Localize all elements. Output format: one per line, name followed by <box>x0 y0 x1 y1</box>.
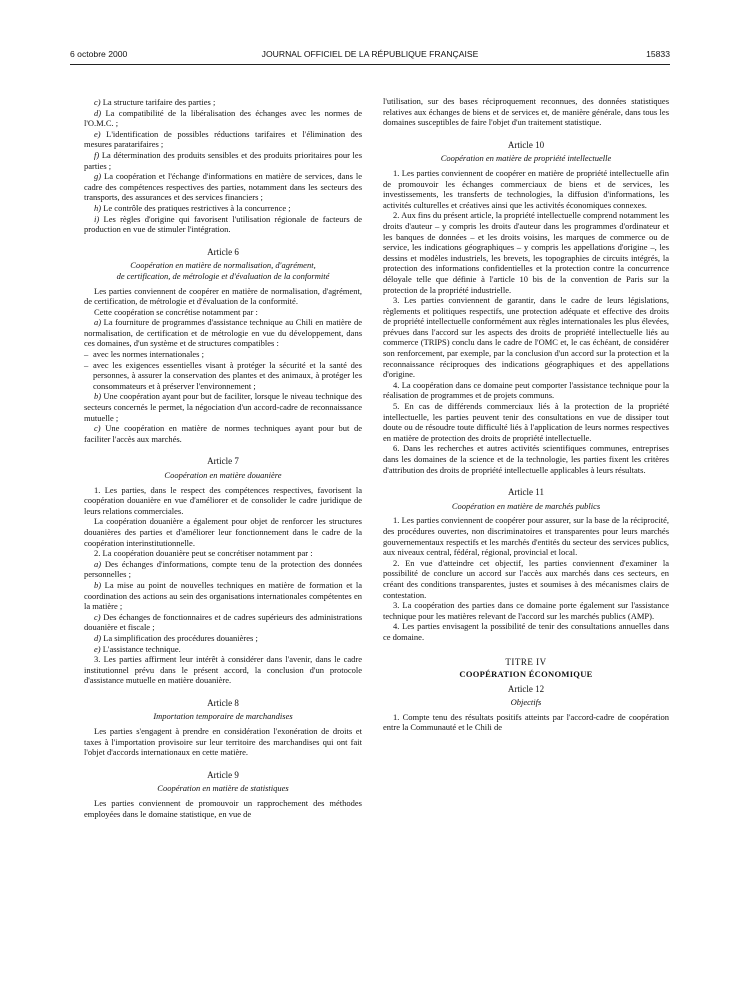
article-10-paragraph: 5. En cas de différends commerciaux liés à la protection de la propriété intellectuelle, les parties peuvent tenir des consultations en vue de dissiper tout doute ou de résoudre toute difficulté liés à l'application de leurs normes respectives en matière de protection des droits de propriété intellectuelle. <box>383 401 669 443</box>
list-item-e: e) L'identification de possibles réductions tarifaires et l'élimination des mesures paratarifaires ; <box>84 128 362 150</box>
left-column <box>84 97 362 819</box>
article-6-heading: Article 6 <box>207 246 239 257</box>
article-11-paragraph: 4. Les parties envisagent la possibilité de tenir des consultations annuelles dans ce domaine. <box>383 621 669 642</box>
article-6-dash-item: – avec les normes internationales ; <box>84 349 362 360</box>
article-10-heading: Article 10 <box>507 139 545 150</box>
article-6-dash-item: – avec les exigences essentielles visant à protéger la sécurité et la santé des personnes, à assurer la conservation des plantes et des animaux, à protéger les consommateurs et à préserver l'environnement ; <box>84 360 362 392</box>
header-date: 6 octobre 2000 <box>70 49 128 59</box>
list-item-f: f) La détermination des produits sensibles et des produits prioritaires pour les parties ; <box>84 149 363 171</box>
article-6-item-c: c) Une coopération en matière de normes techniques ayant pour but de faciliter l'accès aux marchés. <box>84 423 362 444</box>
article-11-heading: Article 11 <box>508 487 544 498</box>
article-7-item-d: d) La simplification des procédures douanières ; <box>94 632 258 643</box>
titre-name: COOPÉRATION ÉCONOMIQUE <box>459 669 593 680</box>
article-7-item-b: b) La mise au point de nouvelles techniques en matière de formation et la coordination des actions au sein des organisations internationales compétentes en la matière ; <box>84 579 363 612</box>
article-7-item-c: c) Des échanges de fonctionnaires et de cadres supérieurs des administrations douanière et fiscale ; <box>84 611 362 633</box>
article-9-heading: Article 9 <box>207 769 239 780</box>
header-page-number: 15833 <box>646 49 670 59</box>
list-item-d: d) La compatibilité de la libéralisation des échanges avec les normes de l'O.M.C. ; <box>84 107 363 129</box>
article-7-heading: Article 7 <box>207 456 239 467</box>
header-rule <box>70 64 670 65</box>
article-6-paragraph: Cette coopération se concrétise notamment par : <box>94 306 258 317</box>
header-journal-title: JOURNAL OFFICIEL DE LA RÉPUBLIQUE FRANÇAISE <box>261 49 479 59</box>
article-12-paragraph: 1. Compte tenu des résultats positifs atteints par l'accord-cadre de coopération entre la Communauté et le Chili de <box>383 711 669 733</box>
list-item-h: h) Le contrôle des pratiques restrictives à la concurrence ; <box>94 202 291 213</box>
article-10-paragraph: 6. Dans les recherches et autres activités scientifiques communes, entreprises dans les domaines de la science et de la technologie, les parties fixent les critères d'attribution des droits de propriété intellectuelle applicables à leurs résultats. <box>383 443 669 475</box>
article-11-paragraph: 1. Les parties conviennent de coopérer pour assurer, sur la base de la réciprocité, des procédures ouvertes, non discriminatoires et transparentes pour leurs marchés gouvernementaux respectifs et les marchés d'entités du secteur des services publics, aux niveaux central, fédéral, régional, provincial et local. <box>383 515 669 558</box>
article-7-paragraph: La coopération douanière a également pour objet de renforcer les structures douanières des parties et d'améliorer leur fonctionnement dans le cadre de la coopération interinstitutionnelle. <box>84 516 362 548</box>
article-6-subtitle: Coopération en matière de normalisation, d'agrément, de certification, de métrologie et d'évaluation de la conformité <box>116 260 330 281</box>
article-8-subtitle: Importation temporaire de marchandises <box>153 711 293 722</box>
list-item-i: i) Les règles d'origine qui favorisent l'utilisation régionale de facteurs de production en vue de stimuler l'intégration. <box>84 213 363 235</box>
list-item-g: g) La coopération et l'échange d'informations en matière de services, dans le cadre des compétences respectives des parties, notamment dans les secteurs des transports, des assurances et des services financiers ; <box>84 171 363 203</box>
article-10-paragraph: 2. Aux fins du présent article, la propriété intellectuelle comprend notamment les droits d'auteur – y compris les droits d'auteur dans les programmes d'ordinateur et les banques de données – et les droits voisins, les marques de commerce ou de service, les indications géographiques – y compris les appellations d'origine –, les dessins et modèles industriels, les brevets, les topographies de circuits intégrés, la protection des informations confidentielles et la protection contre la concurrence déloyale telle que définie à l'article 10 bis de la convention de Paris sur la protection de la propriété industrielle. <box>383 210 669 295</box>
article-7-subtitle: Coopération en matière douanière <box>164 470 282 480</box>
titre-heading: TITRE IV <box>505 656 547 667</box>
article-7-item-a: a) Des échanges d'informations, compte tenu de la protection des données personnelles ; <box>84 558 363 580</box>
article-10-paragraph: 1. Les parties conviennent de coopérer en matière de propriété intellectuelle afin de promouvoir les échanges commerciaux de biens et de services, les investissements, les transferts de technologies, la diffusion d'informations, les activités culturelles et créatives ainsi que les activités économiques connexes. <box>383 167 669 210</box>
article-10-paragraph: 4. La coopération dans ce domaine peut comporter l'assistance technique pour la réalisation de programmes et de projets communs. <box>383 379 669 401</box>
article-7-item-e: e) L'assistance technique. <box>94 643 181 654</box>
article-7-paragraph: 2. La coopération douanière peut se concrétiser notamment par : <box>94 548 313 559</box>
article-9-continuation: l'utilisation, sur des bases réciproquement reconnues, des données statistiques relatives aux échanges de biens et de services et, de manière générale, dans tous les domaines susceptibles de faire l'objet d'un traitement statistique. <box>383 96 669 128</box>
list-item-c: c) La structure tarifaire des parties ; <box>94 97 216 107</box>
article-8-heading: Article 8 <box>207 697 239 708</box>
right-column <box>383 96 669 733</box>
article-9-paragraph: Les parties conviennent de promouvoir un rapprochement des méthodes employées dans le domaine statistique, en vue de <box>84 798 362 819</box>
article-6-item-b: b) Une coopération ayant pour but de faciliter, lorsque le niveau technique des secteurs concernés le permet, la négociation d'un accord-cadre de reconnaissance mutuelle ; <box>84 391 362 423</box>
article-12-subtitle: Objectifs <box>510 697 542 708</box>
article-6-item-a: a) La fourniture de programmes d'assistance technique au Chili en matière de normalisation, de certification et de métrologie en vue du développement, dans ces domaines, d'un système et de structures compatibles : <box>84 317 362 349</box>
article-11-paragraph: 2. En vue d'atteindre cet objectif, les parties conviennent d'examiner la possibilité de conclure un accord sur l'accès aux marchés dans ces secteurs, en créant des conditions transparentes, justes et soumises à des mécanismes clairs de contestation. <box>383 557 669 600</box>
page-header <box>70 49 670 61</box>
article-11-subtitle: Coopération en matière de marchés publics <box>451 500 601 511</box>
article-9-subtitle: Coopération en matière de statistiques <box>157 783 289 794</box>
article-11-paragraph: 3. La coopération des parties dans ce domaine porte également sur l'assistance technique pour les matières relevant de l'accord sur les marchés publics (AMP). <box>383 600 669 621</box>
article-10-paragraph: 3. Les parties conviennent de garantir, dans le cadre de leurs législations, règlements et politiques respectifs, une protection adéquate et effective des droits de propriété intellectuelle conformément aux règles internationales les plus élevées, prévues dans l'accord sur les aspects des droits de propriété intellectuelle liés au commerce (TRIPS) conclu dans le cadre de l'OMC et, le cas échéant, de considérer son renforcement, par exemple, par la conclusion d'un accord sur la protection et la reconnaissance réciproques des indications géographiques et des appellations d'origine. <box>383 295 669 380</box>
article-7-paragraph: 1. Les parties, dans le respect des compétences respectives, favorisent la coopération douanière en vue d'améliorer et de consolider le cadre juridique de leurs relations commerciales. <box>84 484 362 516</box>
article-10-subtitle: Coopération en matière de propriété intellectuelle <box>440 153 612 164</box>
article-7-paragraph: 3. Les parties affirment leur intérêt à considérer dans l'avenir, dans le cadre institutionnel prévu dans le présent accord, la conclusion d'un protocole d'assistance mutuelle en matière douanière. <box>84 654 362 686</box>
article-6-paragraph: Les parties conviennent de coopérer en matière de normalisation, d'agrément, de certification, de métrologie et d'évaluation de la conformité. <box>84 285 362 307</box>
article-12-heading: Article 12 <box>507 683 545 694</box>
article-8-paragraph: Les parties s'engagent à prendre en considération l'exonération de droits et taxes à l'importation provisoire sur leur territoire des marchandises qui ont fait l'objet d'accords internationaux en cette matière. <box>84 726 362 758</box>
